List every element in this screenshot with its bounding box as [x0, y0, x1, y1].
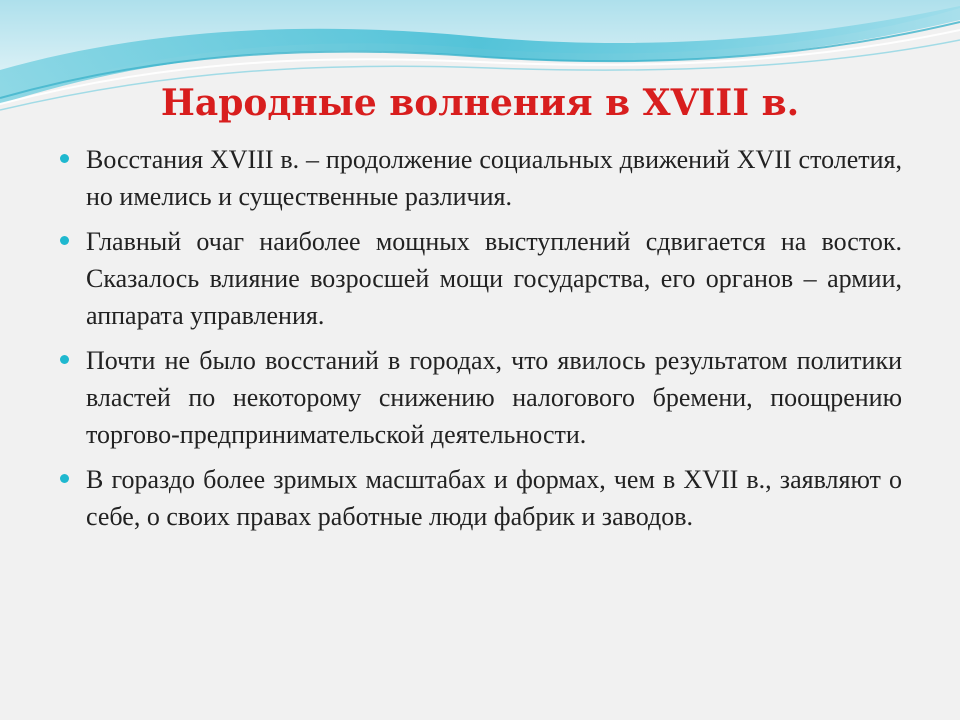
- bullet-dot-icon: [60, 154, 69, 163]
- bullet-text: Почти не было восстаний в городах, что явилось результатом политики властей по некоторому снижению налогового бремени, поощрению торгово-предпринимательской деятельности.: [86, 346, 902, 449]
- bullet-dot-icon: [60, 355, 69, 364]
- bullet-text: В гораздо более зримых масштабах и формах, чем в XVII в., заявляют о себе, о своих правах работные люди фабрик и заводов.: [86, 465, 902, 531]
- list-item: [56, 461, 902, 535]
- bullet-text: Главный очаг наиболее мощных выступлений сдвигается на восток. Сказалось влияние возросшей мощи государства, его органов – армии, аппарата управления.: [86, 227, 902, 330]
- list-item: [56, 223, 902, 334]
- slide-title: Народные волнения в XVIII в.: [160, 82, 800, 124]
- bullet-dot-icon: [60, 236, 69, 245]
- bullet-text: Восстания XVIII в. – продолжение социальных движений XVII столетия, но имелись и существенные различия.: [86, 145, 902, 211]
- list-item: [56, 141, 902, 215]
- bullet-list: [56, 141, 902, 543]
- list-item: [56, 342, 902, 453]
- bullet-dot-icon: [60, 474, 69, 483]
